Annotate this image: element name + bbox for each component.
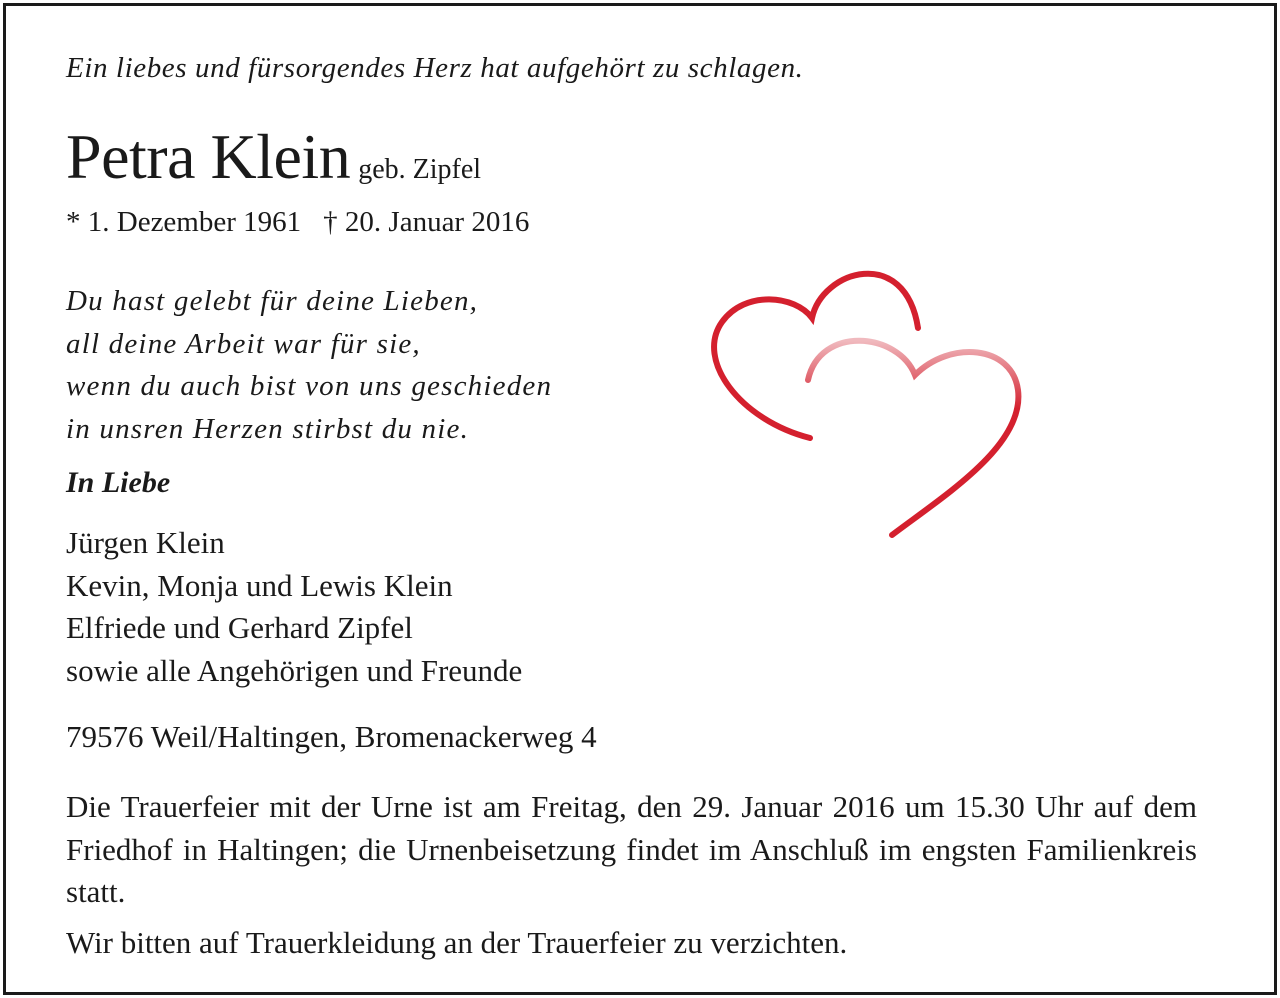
poem-line: Du hast gelebt für deine Lieben,: [66, 285, 479, 317]
deceased-name-row: [66, 120, 481, 194]
double-heart-icon: [700, 250, 1040, 550]
poem: [66, 280, 552, 450]
mourners-list: [66, 522, 522, 692]
poem-line: all deine Arbeit war für sie,: [66, 327, 421, 360]
mourner: Elfriede und Gerhard Zipfel: [66, 610, 413, 645]
life-dates: [66, 206, 529, 239]
funeral-service-text: Die Trauerfeier mit der Urne ist am Freitag, den 29. Januar 2016 um 15.30 Uhr auf dem Friedhof in Haltingen; die Urnenbeisetzung findet im Anschluß im engsten Familienkreis statt.: [66, 789, 1197, 909]
closing-note: Wir bitten auf Trauerkleidung an der Trauerfeier zu verzichten.: [66, 925, 848, 960]
poem-line: wenn du auch bist von uns geschieden: [66, 370, 553, 402]
deceased-name: Petra Klein: [66, 121, 351, 192]
death-date: † 20. Januar 2016: [323, 206, 530, 238]
maiden-name: geb. Zipfel: [358, 154, 482, 185]
intro-line: Ein liebes und fürsorgendes Herz hat aufgehört zu schlagen.: [66, 52, 804, 84]
in-love-heading: In Liebe: [66, 466, 171, 499]
mourner: Kevin, Monja und Lewis Klein: [66, 567, 453, 603]
birth-date: * 1. Dezember 1961: [66, 206, 302, 238]
poem-line: in unsren Herzen stirbst du nie.: [66, 412, 470, 445]
mourner: Jürgen Klein: [66, 525, 225, 560]
address: 79576 Weil/Haltingen, Bromenackerweg 4: [66, 719, 597, 754]
mourner: sowie alle Angehörigen und Freunde: [66, 652, 523, 688]
